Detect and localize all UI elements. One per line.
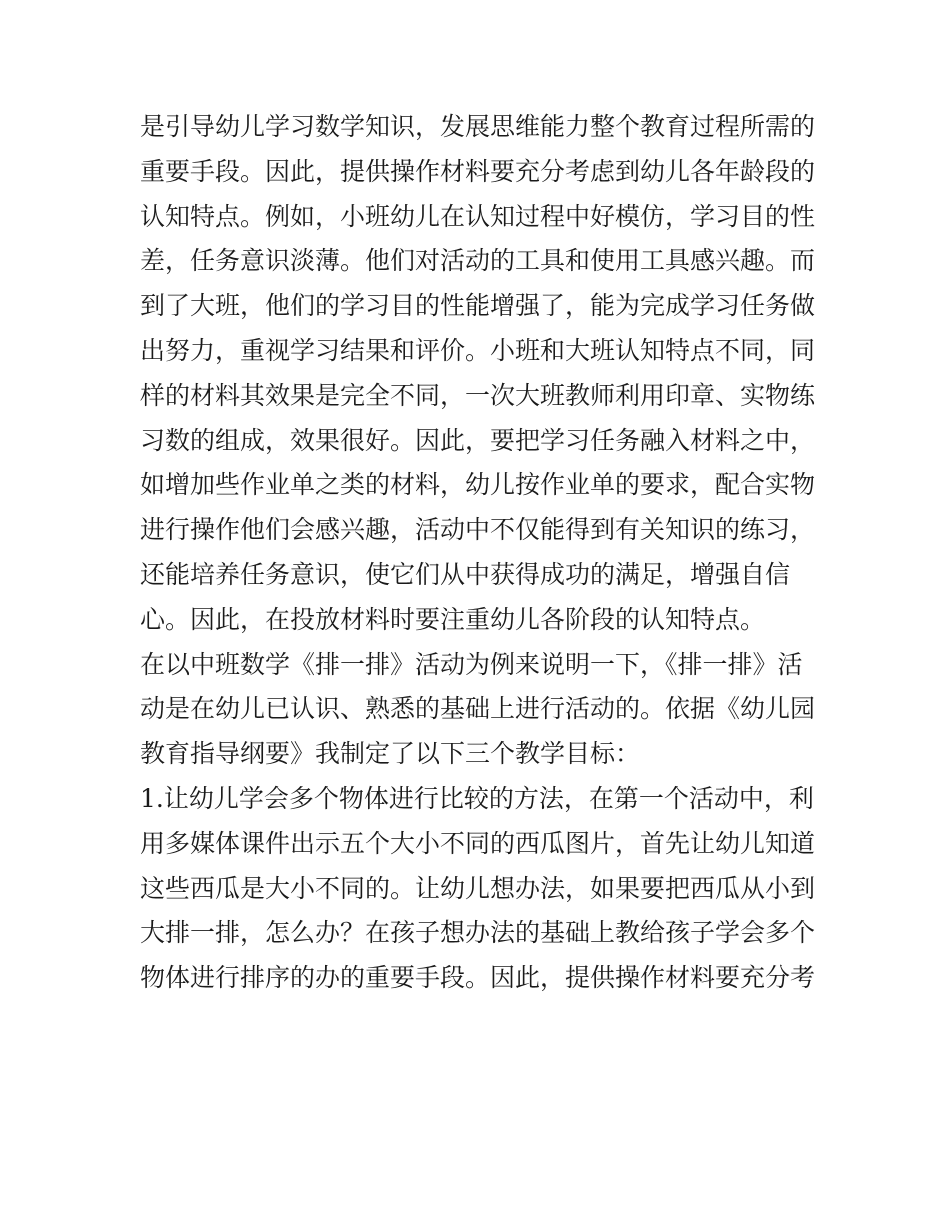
text-line: 到了大班，他们的学习目的性能增强了，能为完成学习任务做	[140, 291, 816, 321]
body-text	[140, 105, 820, 1001]
text-line: 习数的组成，效果很好。因此，要把学习任务融入材料之中，	[140, 425, 816, 455]
text-line: 物体进行排序的办的重要手段。因此，提供操作材料要充分考	[140, 963, 816, 993]
text-line: 差，任务意识淡薄。他们对活动的工具和使用工具感兴趣。而	[140, 246, 816, 276]
text-line: 样的材料其效果是完全不同，一次大班教师利用印章、实物练	[140, 380, 816, 410]
text-line: 出努力，重视学习结果和评价。小班和大班认知特点不同，同	[140, 335, 816, 365]
text-line: 进行操作他们会感兴趣，活动中不仅能得到有关知识的练习，	[140, 515, 816, 545]
text-line: 教育指导纲要》我制定了以下三个教学目标：	[140, 739, 641, 769]
text-line: 这些西瓜是大小不同的。让幼儿想办法，如果要把西瓜从小到	[140, 873, 816, 903]
text-line: 是引导幼儿学习数学知识，发展思维能力整个教育过程所需的	[140, 112, 816, 141]
text-line: 认知特点。例如，小班幼儿在认知过程中好模仿，学习目的性	[140, 201, 816, 231]
text-line: 用多媒体课件出示五个大小不同的西瓜图片，首先让幼儿知道	[140, 828, 816, 858]
text-line: 大排一排，怎么办？在孩子想办法的基础上教给孩子学会多个	[140, 918, 816, 948]
text-line: 动是在幼儿已认识、熟悉的基础上进行活动的。依据《幼儿园	[140, 694, 816, 724]
text-line: 心。因此，在投放材料时要注重幼儿各阶段的认知特点。	[140, 604, 766, 634]
text-line: 在以中班数学《排一排》活动为例来说明一下，《排一排》活	[140, 649, 803, 679]
text-line: 重要手段。因此，提供操作材料要充分考虑到幼儿各年龄段的	[140, 156, 816, 186]
text-line: 如增加些作业单之类的材料，幼儿按作业单的要求，配合实物	[140, 470, 816, 500]
text-line: 还能培养任务意识，使它们从中获得成功的满足，增强自信	[140, 559, 791, 589]
text-line: 1.让幼儿学会多个物体进行比较的方法，在第一个活动中，利	[140, 783, 814, 813]
